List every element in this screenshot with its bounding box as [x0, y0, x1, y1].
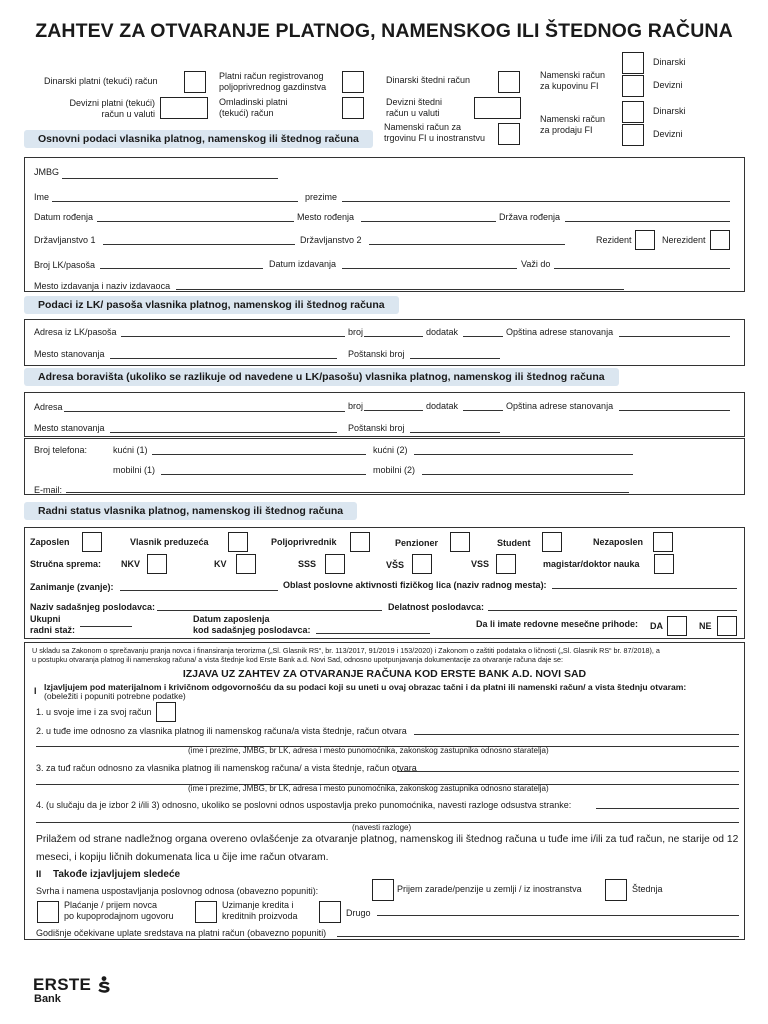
label-uzimanje-1: Uzimanje kredita i [222, 900, 294, 910]
erste-s-logo-icon [96, 976, 112, 994]
input-mobilni2[interactable] [422, 474, 633, 475]
label-placanje-2: po kupoprodajnom ugovoru [64, 911, 174, 921]
label-namenski-trgovinu-1: Namenski račun za [384, 122, 462, 132]
label-datum-izdavanja: Datum izdavanja [269, 259, 337, 269]
label-zanimanje: Zanimanje (zvanje): [30, 582, 114, 592]
label-ukupni-1: Ukupni [30, 614, 61, 624]
input-mesto-izdavanja[interactable] [176, 289, 624, 290]
checkbox-stednja[interactable] [605, 879, 627, 901]
label-ime: Ime [34, 192, 50, 202]
input-drugo[interactable] [377, 915, 739, 916]
input-adresa-lk[interactable] [121, 336, 345, 337]
label-poljoprivrednik: Poljoprivrednik [271, 537, 337, 547]
label-drzava-rodjenja: Država rođenja [499, 212, 561, 222]
label-delatnost: Delatnost poslodavca: [388, 602, 485, 612]
input-option2-line1[interactable] [414, 734, 739, 735]
input-prezime[interactable] [342, 201, 730, 202]
label-student: Student [497, 538, 531, 548]
input-delatnost[interactable] [488, 610, 737, 611]
checkbox-da[interactable] [667, 616, 687, 636]
checkbox-zaposlen[interactable] [82, 532, 102, 552]
label-oblast: Oblast poslovne aktivnosti fizičkog lica (naziv radnog mesta): [283, 580, 547, 590]
law-text-line2: u postupku otvaranja platnog ili namenskog računa/ a vista štednje kod Erste Bank a.d. Novi Sad, odnosno upotpunjavanja dokumentacije za otvaranje računa daje se: [32, 655, 564, 664]
label-mesto-rodjenja: Mesto rođenja [297, 212, 355, 222]
checkbox-vss-1[interactable] [412, 554, 432, 574]
checkbox-dinarski-platni[interactable] [184, 71, 206, 93]
input-option4-line1[interactable] [596, 808, 739, 809]
input-datum-zaposlenja[interactable] [316, 633, 430, 634]
input-ukupni-staz[interactable] [80, 626, 132, 627]
option3-label: 3. za tuđ račun odnosno za vlasnika platnog ili namenskog računa/ a vista štednje, račun otvara [36, 763, 417, 773]
checkbox-kupovinu-devizni[interactable] [622, 75, 644, 97]
label-magistar: magistar/doktor nauka [543, 559, 640, 569]
label-vss-2: VSS [471, 559, 490, 569]
label-placanje-1: Plaćanje / prijem novca [64, 900, 158, 910]
law-text-line1: U skladu sa Zakonom o sprečavanju pranja novca i finansiranja terorizma („Sl. Glasnik RS“, br. 113/2017, 91/2019 i 153/2020) i Zakonom o zaštiti podataka o ličnosti („Sl. Glasnik RS“ br. 87/2018), a [32, 646, 660, 655]
label-omladinski-2: (tekući) račun [219, 108, 274, 118]
input-ime[interactable] [52, 201, 298, 202]
roman-i: I [34, 686, 37, 696]
input-devizni-stedni-valuta[interactable] [474, 97, 521, 119]
label-naziv-poslodavca: Naziv sadašnjeg poslodavca: [30, 602, 156, 612]
logo-bank: Bank [34, 993, 61, 1005]
label-stednja: Štednja [632, 884, 663, 894]
label-penzioner: Penzioner [395, 538, 439, 548]
label-dinarski-stedni: Dinarski štedni račun [386, 75, 471, 85]
option1-label: 1. u svoje ime i za svoj račun [36, 707, 152, 717]
label-drzavljanstvo2: Državljanstvo 2 [300, 235, 362, 245]
label-kv: KV [214, 559, 227, 569]
label-rezident: Rezident [596, 235, 632, 245]
input-drzavljanstvo2[interactable] [369, 244, 565, 245]
label-dodatak: dodatak [426, 401, 459, 411]
declaration-heading: IZJAVA UZ ZAHTEV ZA OTVARANJE RAČUNA KOD ERSTE BANK A.D. NOVI SAD [182, 668, 587, 680]
label-broj-lk: Broj LK/pasoša [34, 260, 96, 270]
input-opstina-lk[interactable] [619, 336, 730, 337]
label-datum-zaposlenja-2: kod sadašnjeg poslodavca: [193, 625, 311, 635]
label-omladinski-1: Omladinski platni [219, 97, 288, 107]
checkbox-poljoprivrednik[interactable] [350, 532, 370, 552]
label-prezime: prezime [305, 192, 338, 202]
checkbox-sss[interactable] [325, 554, 345, 574]
label-drugo: Drugo [346, 908, 371, 918]
label-platni-registr-1: Platni račun registrovanog [219, 71, 324, 81]
option2-label: 2. u tuđe ime odnosno za vlasnika platnog ili namenskog računa/a vista štednje, račun otvara [36, 726, 407, 736]
attach-line1: Prilažem od strane nadležnog organa overeno ovlašćenje za otvaranje platnog, namenskog ili štednog računa u tuđe ime i/ili za tuđ račun, ne starije od 12 [36, 834, 739, 845]
label-vlasnik: Vlasnik preduzeća [130, 537, 209, 547]
label-broj: broj [348, 401, 364, 411]
checkbox-kupovinu-dinarski[interactable] [622, 52, 644, 74]
section-residence: Adresa boravišta (ukoliko se razlikuje od navedene u LK/pasošu) vlasnika platnog, namenskog ili štednog računa [24, 368, 619, 386]
label-strucna-sprema: Stručna sprema: [30, 559, 102, 569]
input-mesto-stanovanja[interactable] [110, 432, 337, 433]
option2-caption: (ime i prezime, JMBG, br LK, adresa i mesto punomoćnika, zakonskog zastupnika odnosno staratelja) [188, 746, 549, 755]
input-postanski-broj[interactable] [410, 432, 500, 433]
checkbox-nkv[interactable] [147, 554, 167, 574]
label-godisnje: Godišnje očekivane uplate sredstava na platni račun (obavezno popuniti) [36, 928, 327, 938]
input-datum-izdavanja[interactable] [342, 268, 517, 269]
label-devizni-platni-2: račun u valuti [101, 109, 155, 119]
checkbox-nerezident[interactable] [710, 230, 730, 250]
checkbox-omladinski[interactable] [342, 97, 364, 119]
label-datum-rodjenja: Datum rođenja [34, 212, 94, 222]
input-option3-line1[interactable] [397, 771, 739, 772]
label-email: E-mail: [34, 485, 63, 495]
label-adresa: Adresa [34, 402, 63, 412]
label-dodatak-lk: dodatak [426, 327, 459, 337]
input-naziv-poslodavca[interactable] [157, 610, 382, 611]
option4-caption: (navesti razloge) [352, 823, 412, 832]
checkbox-prijem-zarade[interactable] [372, 879, 394, 901]
label-datum-zaposlenja-1: Datum zaposlenja [193, 614, 270, 624]
label-platni-registr-2: poljoprivrednog gazdinstva [219, 82, 327, 92]
label-vss-1: VŠS [386, 560, 405, 570]
section-owner-basic: Osnovni podaci vlasnika platnog, namenskog ili štednog računa [24, 130, 373, 148]
checkbox-kv[interactable] [236, 554, 256, 574]
label-devizni-platni-1: Devizni platni (tekući) [69, 98, 155, 108]
label-broj-telefona: Broj telefona: [34, 445, 88, 455]
checkbox-rezident[interactable] [635, 230, 655, 250]
label-postanski-broj-lk: Poštanski broj [348, 349, 405, 359]
checkbox-magistar[interactable] [654, 554, 674, 574]
label-drzavljanstvo1: Državljanstvo 1 [34, 235, 96, 245]
label-namenski-kupovinu-2: za kupovinu FI [540, 81, 599, 91]
purpose-label: Svrha i namena uspostavljanja poslovnog odnosa (obavezno popuniti): [36, 886, 319, 896]
input-mesto-rodjenja[interactable] [361, 221, 496, 222]
label-zaposlen: Zaposlen [30, 537, 70, 547]
option4-label: 4. (u slučaju da je izbor 2 i/ili 3) odnosno, ukoliko se poslovni odnos uspostavlja preko punomoćnika, navesti razloge odsustva stranke: [36, 800, 572, 810]
checkbox-vlasnik[interactable] [228, 532, 248, 552]
input-kucni2[interactable] [414, 454, 633, 455]
roman-ii: II [36, 869, 42, 880]
input-mobilni1[interactable] [161, 474, 366, 475]
declaration-statement: Izjavljujem pod materijalnom i krivičnom odgovornošću da su podaci koji su uneti u ovaj obrazac tačni i da platni ili namenski račun/ a vista štednju otvaram: [44, 682, 687, 692]
label-mobilni1: mobilni (1) [113, 465, 156, 475]
input-drzava-rodjenja[interactable] [565, 221, 730, 222]
label-prodaju-dinarski: Dinarski [653, 106, 686, 116]
input-jmbg[interactable] [62, 178, 278, 179]
checkbox-placanje[interactable] [37, 901, 59, 923]
logo-erste: ERSTE [33, 975, 92, 994]
label-jmbg: JMBG [34, 167, 60, 177]
input-zanimanje[interactable] [120, 590, 278, 591]
checkbox-ne[interactable] [717, 616, 737, 636]
section-employment: Radni status vlasnika platnog, namenskog ili štednog računa [24, 502, 357, 520]
label-uzimanje-2: kreditnih proizvoda [222, 911, 298, 921]
input-broj[interactable] [364, 410, 423, 411]
label-da: DA [650, 621, 663, 631]
checkbox-namenski-trgovinu[interactable] [498, 123, 520, 145]
checkbox-option1[interactable] [156, 702, 176, 722]
label-namenski-kupovinu-1: Namenski račun [540, 70, 606, 80]
label-mesto-stanovanja: Mesto stanovanja [34, 423, 105, 433]
checkbox-platni-registrovani[interactable] [342, 71, 364, 93]
also-declare-heading: Takođe izjavljujem sledeće [53, 869, 181, 880]
label-opstina: Opština adrese stanovanja [506, 401, 614, 411]
checkbox-prodaju-dinarski[interactable] [622, 101, 644, 123]
page-title: ZAHTEV ZA OTVARANJE PLATNOG, NAMENSKOG ILI ŠTEDNOG RAČUNA [35, 20, 733, 42]
label-namenski-trgovinu-2: trgovinu FI u inostranstvu [384, 133, 486, 143]
label-kupovinu-devizni: Devizni [653, 80, 683, 90]
input-dodatak[interactable] [463, 410, 503, 411]
input-broj-lk-adr[interactable] [364, 336, 423, 337]
label-nezaposlen: Nezaposlen [593, 537, 644, 547]
input-broj-lk[interactable] [100, 268, 263, 269]
option3-caption: (ime i prezime, JMBG, br LK, adresa i mesto punomoćnika, zakonskog zastupnika odnosno staratelja) [188, 784, 549, 793]
checkbox-penzioner[interactable] [450, 532, 470, 552]
checkbox-drugo[interactable] [319, 901, 341, 923]
label-redovne-prihode: Da li imate redovne mesečne prihode: [476, 619, 639, 629]
checkbox-prodaju-devizni[interactable] [622, 124, 644, 146]
label-kupovinu-dinarski: Dinarski [653, 57, 686, 67]
checkbox-dinarski-stedni[interactable] [498, 71, 520, 93]
section-owner-id: Podaci iz LK/ pasoša vlasnika platnog, namenskog ili štednog računa [24, 296, 399, 314]
label-broj-lk-adr: broj [348, 327, 364, 337]
label-sss: SSS [298, 559, 317, 569]
checkbox-student[interactable] [542, 532, 562, 552]
input-kucni1[interactable] [152, 454, 366, 455]
label-dinarski-platni: Dinarski platni (tekući) račun [44, 76, 158, 86]
input-postanski-broj-lk[interactable] [410, 358, 500, 359]
input-mesto-stanovanja-lk[interactable] [110, 358, 337, 359]
label-kucni2: kućni (2) [373, 445, 408, 455]
checkbox-vss-2[interactable] [496, 554, 516, 574]
input-datum-rodjenja[interactable] [97, 221, 294, 222]
declaration-statement-note: (obeležiti i popuniti potrebne podatke) [44, 691, 186, 701]
label-ukupni-2: radni staž: [30, 625, 76, 635]
label-kucni1: kućni (1) [113, 445, 148, 455]
label-ne: NE [699, 621, 712, 631]
label-nerezident: Nerezident [662, 235, 706, 245]
label-mesto-izdavanja: Mesto izdavanja i naziv izdavaoca [34, 281, 171, 291]
label-adresa-lk: Adresa iz LK/pasoša [34, 327, 117, 337]
label-devizni-stedni-1: Devizni štedni [386, 97, 443, 107]
label-opstina-lk: Opština adrese stanovanja [506, 327, 614, 337]
label-nkv: NKV [121, 559, 141, 569]
input-opstina[interactable] [619, 410, 730, 411]
label-namenski-prodaju-2: za prodaju FI [540, 125, 593, 135]
label-prodaju-devizni: Devizni [653, 129, 683, 139]
label-devizni-stedni-2: račun u valuti [386, 108, 440, 118]
label-mesto-stanovanja-lk: Mesto stanovanja [34, 349, 105, 359]
input-drzavljanstvo1[interactable] [103, 244, 295, 245]
input-godisnje[interactable] [337, 936, 739, 937]
label-mobilni2: mobilni (2) [373, 465, 416, 475]
input-dodatak-lk[interactable] [463, 336, 503, 337]
input-devizni-platni-valuta[interactable] [160, 97, 208, 119]
input-vazi-do[interactable] [554, 268, 730, 269]
label-postanski-broj: Poštanski broj [348, 423, 405, 433]
checkbox-nezaposlen[interactable] [653, 532, 673, 552]
label-vazi-do: Važi do [521, 259, 551, 269]
checkbox-uzimanje-kredita[interactable] [195, 901, 217, 923]
input-oblast[interactable] [552, 588, 737, 589]
label-prijem-zarade: Prijem zarade/penzije u zemlji / iz inostranstva [397, 884, 582, 894]
attach-line2: meseci, i kopiju ličnih dokumenata lica u čije ime račun otvaram. [36, 852, 329, 863]
input-adresa[interactable] [64, 411, 345, 412]
label-namenski-prodaju-1: Namenski račun [540, 114, 606, 124]
input-email[interactable] [66, 492, 629, 493]
